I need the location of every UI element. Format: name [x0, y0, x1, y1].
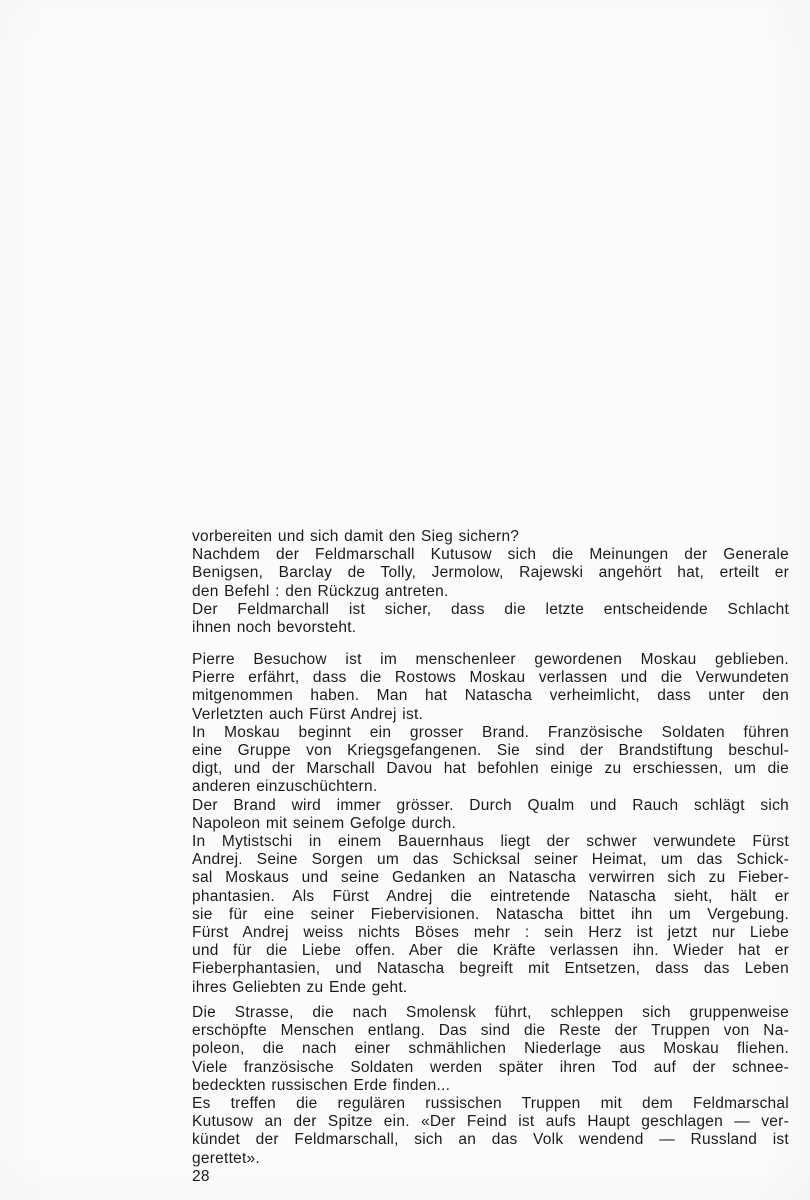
page-number: 28: [192, 1168, 210, 1185]
text-line: Verletzten auch Fürst Andrej ist.: [192, 705, 424, 723]
text-line: phantasien. Als Fürst Andrej die eintretende Natascha sieht, hält er: [192, 887, 789, 905]
text-line: ihres Geliebten zu Ende geht.: [192, 978, 408, 996]
paragraph-block-andrej-fever: [192, 833, 789, 997]
text-line: Nachdem der Feldmarschall Kutusow sich die Meinungen der Generale: [192, 546, 789, 564]
text-line: digt, und der Marschall Davou hat befohlen einige zu erschiessen, um die: [192, 760, 789, 778]
text-line: Viele französische Soldaten werden später ihren Tod auf der schnee-: [192, 1058, 789, 1076]
text-line: Der Feldmarchall ist sicher, dass die letzte entscheidende Schlacht: [192, 600, 789, 618]
text-line: Napoleon mit seinem Gefolge durch.: [192, 814, 457, 832]
text-line: Benigsen, Barclay de Tolly, Jermolow, Rajewski angehört hat, erteilt er: [192, 564, 789, 582]
text-line: ihnen noch bevorsteht.: [192, 619, 357, 637]
text-line: Kutusow an der Spitze ein. «Der Feind ist aufs Haupt geschlagen — ver-: [192, 1113, 789, 1131]
text-line: vorbereiten und sich damit den Sieg sichern?: [192, 528, 520, 545]
text-line: In Moskau beginnt ein grosser Brand. Französische Soldaten führen: [192, 723, 789, 741]
paragraph-block-french-retreat: [192, 1004, 789, 1168]
text-line: Andrej. Seine Sorgen um das Schicksal seiner Heimat, um das Schick-: [192, 851, 789, 869]
text-line: kündet der Feldmarschall, sich an das Volk wendend — Russland ist: [192, 1131, 789, 1149]
text-line: Fürst Andrej weiss nichts Böses mehr : sein Herz ist jetzt nur Liebe: [192, 924, 789, 942]
text-line: poleon, die nach einer schmählichen Niederlage aus Moskau fliehen.: [192, 1040, 789, 1058]
text-line: mitgenommen haben. Man hat Natascha verheimlicht, dass unter den: [192, 687, 789, 705]
paragraph-block-pierre-moscow-fire: [192, 651, 789, 833]
text-line: Pierre Besuchow ist im menschenleer gewordenen Moskau geblieben.: [192, 651, 789, 668]
text-line: In Mytistschi in einem Bauernhaus liegt der schwer verwundete Fürst: [192, 833, 789, 850]
text-line: eine Gruppe von Kriegsgefangenen. Sie sind der Brandstiftung beschul-: [192, 742, 789, 760]
text-line: Fieberphantasien, und Natascha begreift mit Entsetzen, dass das Leben: [192, 960, 789, 978]
text-line: sal Moskaus und seine Gedanken an Natascha verwirren sich zu Fieber-: [192, 869, 789, 887]
text-line: den Befehl : den Rückzug antreten.: [192, 582, 449, 600]
text-line: und für die Liebe offen. Aber die Kräfte verlassen ihn. Wieder hat er: [192, 942, 789, 960]
text-line: erschöpfte Menschen entlang. Das sind die Reste der Truppen von Na-: [192, 1022, 789, 1040]
text-line: Pierre erfährt, dass die Rostows Moskau verlassen und die Verwundeten: [192, 669, 789, 687]
text-line: Es treffen die regulären russischen Truppen mit dem Feldmarschal: [192, 1095, 789, 1113]
text-line: sie für eine seiner Fiebervisionen. Natascha bittet ihn um Vergebung.: [192, 905, 789, 923]
text-line: anderen einzuschüchtern.: [192, 778, 378, 796]
text-line: Die Strasse, die nach Smolensk führt, schleppen sich gruppenweise: [192, 1004, 789, 1021]
text-line: bedeckten russischen Erde finden...: [192, 1076, 451, 1094]
text-line: Der Brand wird immer grösser. Durch Qualm und Rauch schlägt sich: [192, 796, 789, 814]
paragraph-block-retreat-decision: [192, 528, 789, 637]
text-line: gerettet».: [192, 1149, 260, 1167]
